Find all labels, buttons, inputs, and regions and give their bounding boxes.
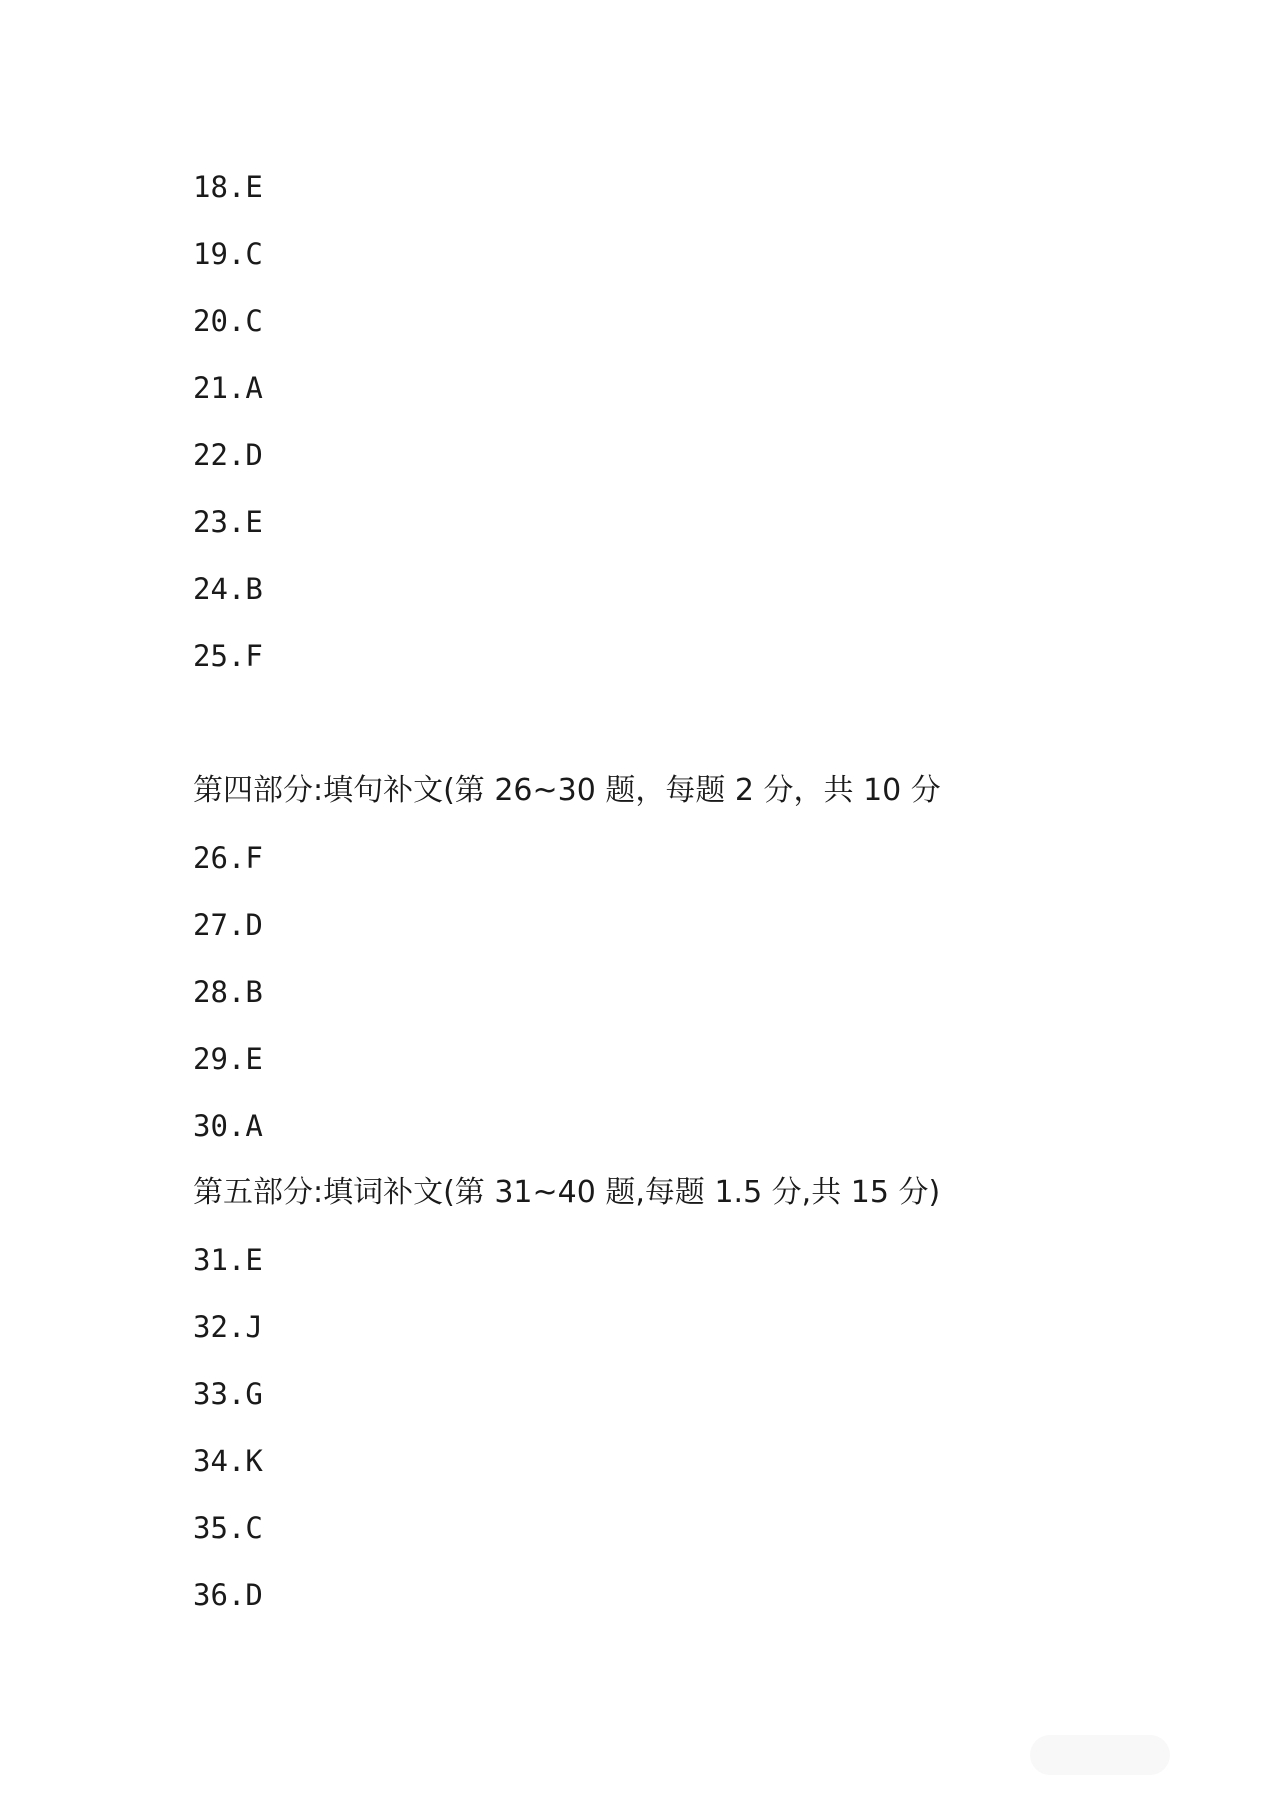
section5-heading: 第五部分:填词补文(第 31~40 题,每题 1.5 分,共 15 分) <box>193 1175 941 1210</box>
answer-21: 21.A <box>193 371 263 405</box>
answer-22: 22.D <box>193 438 263 472</box>
answer-35: 35.C <box>193 1511 263 1545</box>
answer-19: 19.C <box>193 237 263 271</box>
section4-heading: 第四部分:填句补文(第 26~30 题，每题 2 分，共 10 分 <box>193 773 941 808</box>
answer-34: 34.K <box>193 1444 263 1478</box>
scan-smudge <box>1030 1735 1170 1775</box>
answer-25: 25.F <box>193 639 263 673</box>
answer-27: 27.D <box>193 908 263 942</box>
answer-24: 24.B <box>193 572 263 606</box>
answer-28: 28.B <box>193 975 263 1009</box>
answer-29: 29.E <box>193 1042 263 1076</box>
answer-33: 33.G <box>193 1377 263 1411</box>
answer-30: 30.A <box>193 1109 263 1143</box>
answer-18: 18.E <box>193 170 263 204</box>
answer-36: 36.D <box>193 1578 263 1612</box>
answer-26: 26.F <box>193 841 263 875</box>
answer-20: 20.C <box>193 304 263 338</box>
answer-31: 31.E <box>193 1243 263 1277</box>
answer-32: 32.J <box>193 1310 263 1344</box>
answer-23: 23.E <box>193 505 263 539</box>
